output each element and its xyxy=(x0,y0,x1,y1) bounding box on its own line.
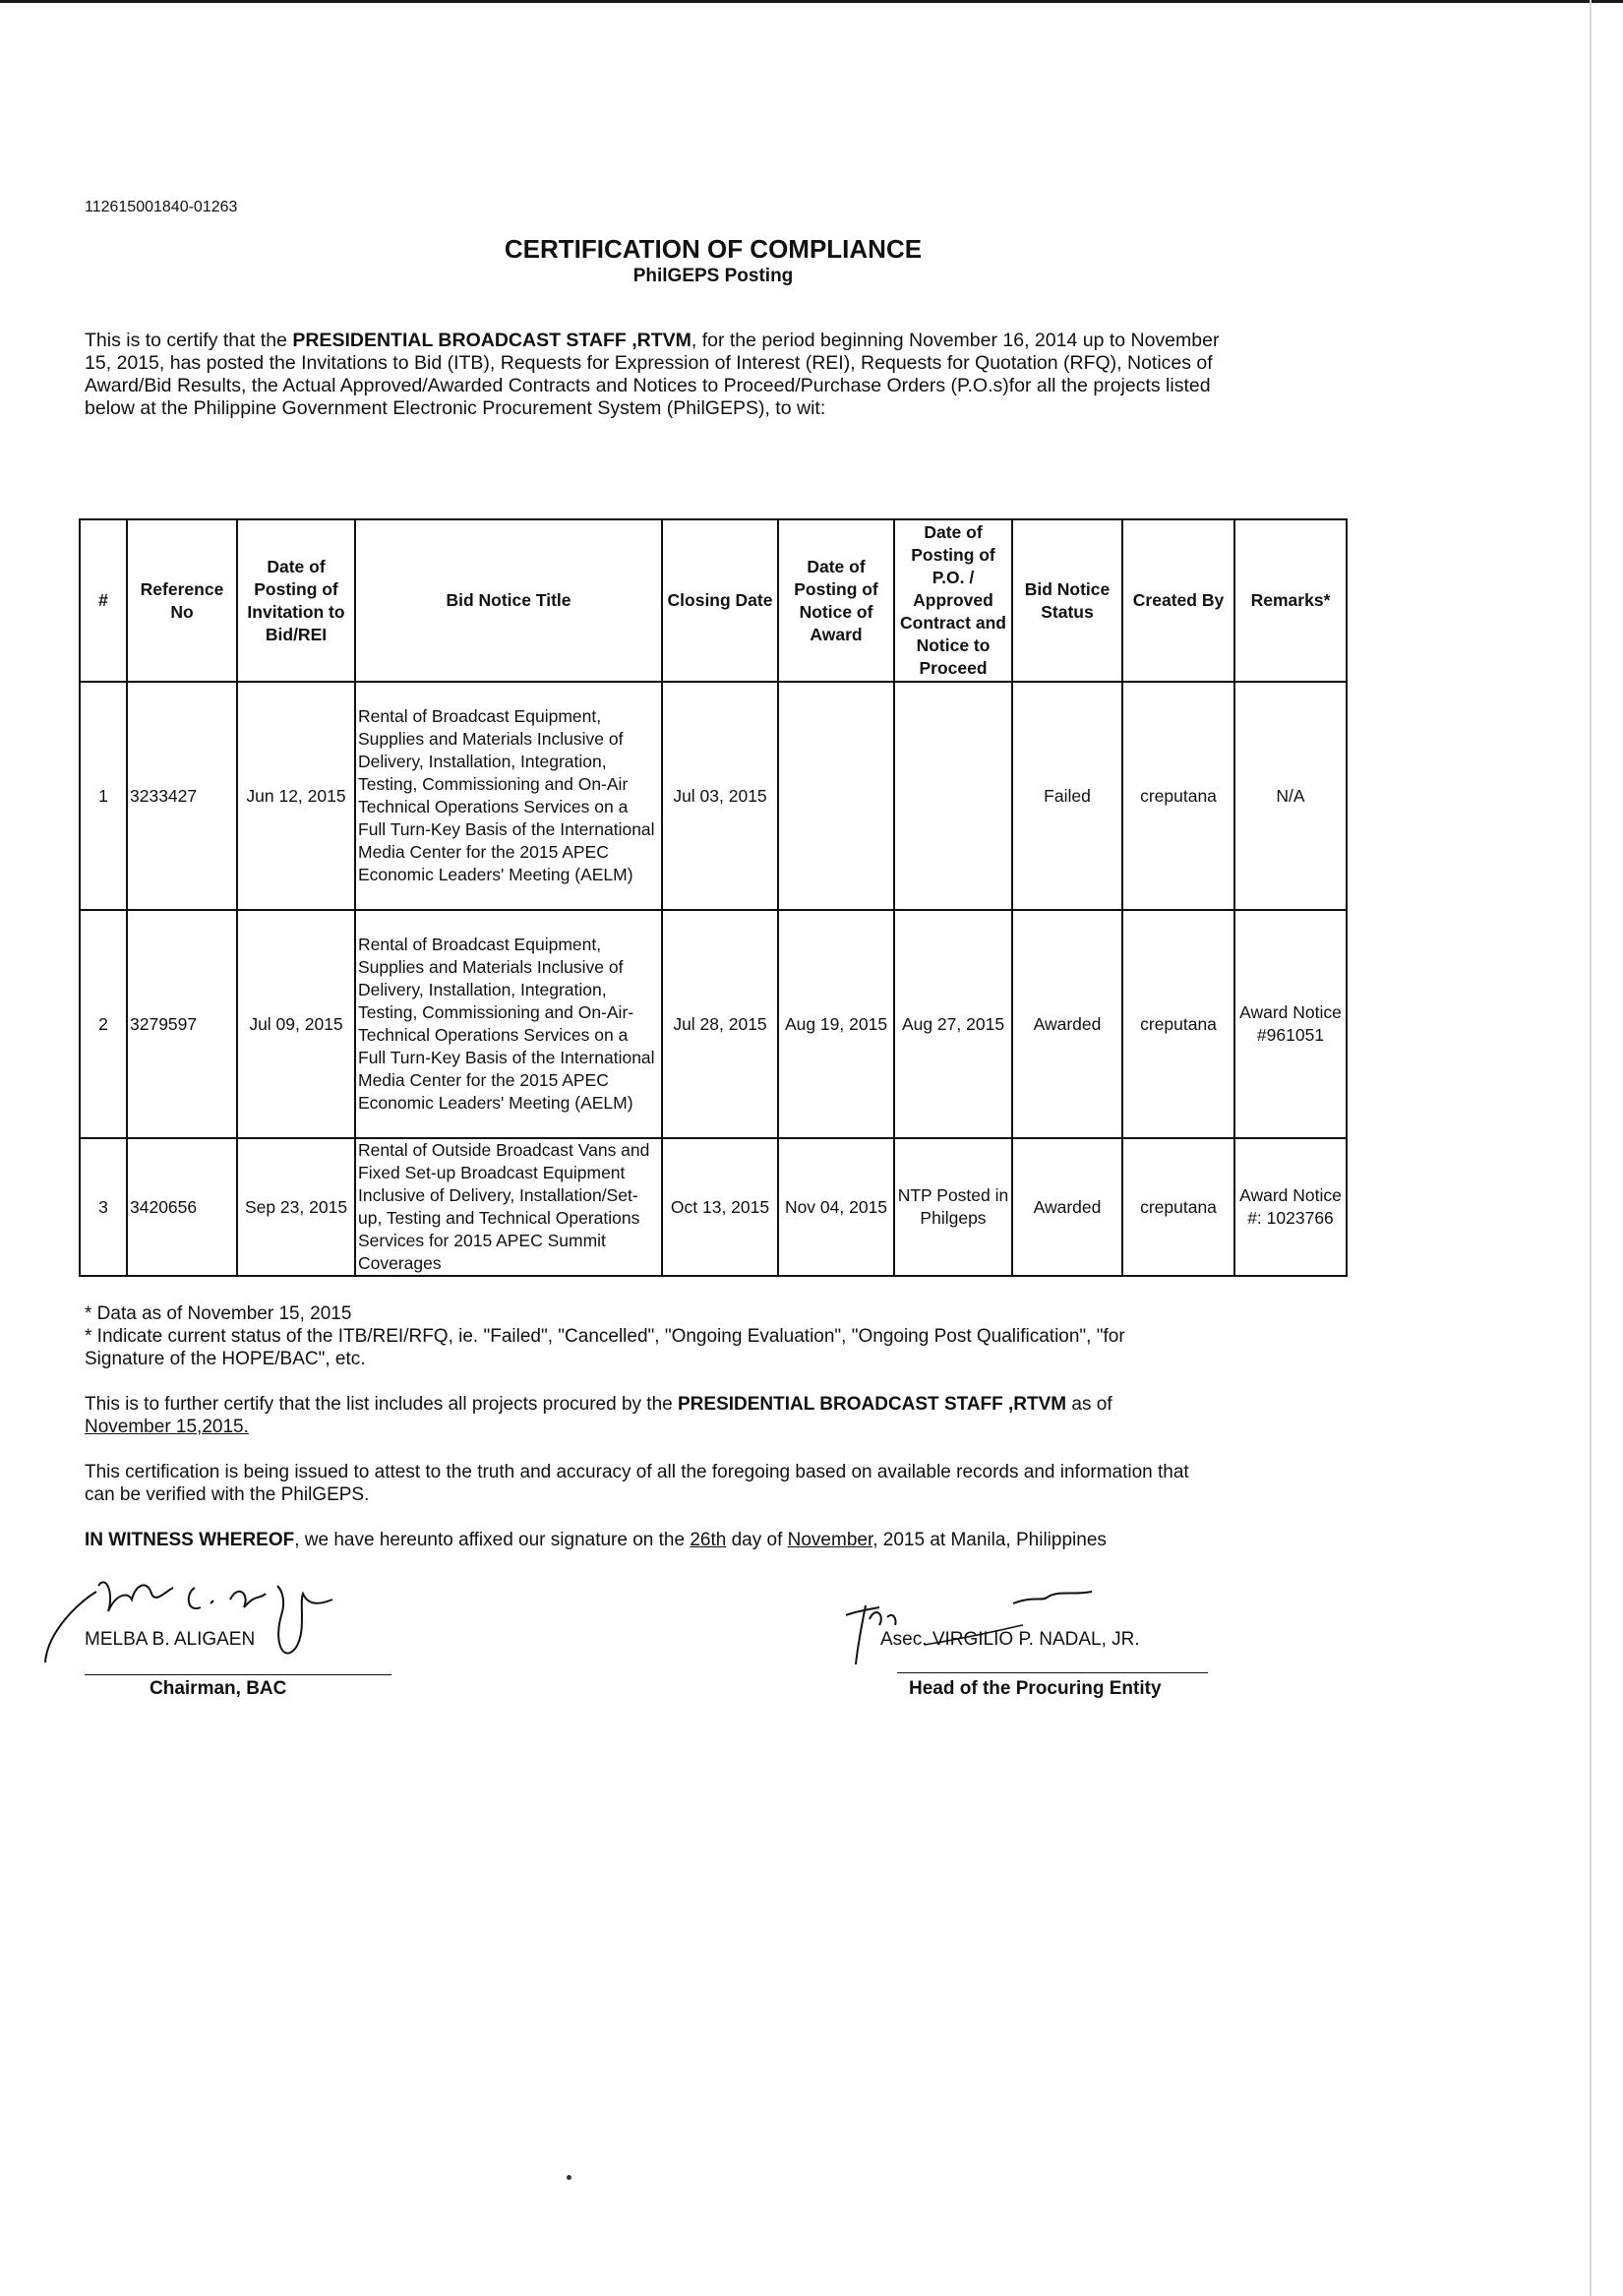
cell-status: Awarded xyxy=(1012,910,1122,1138)
cell-date-posting-po xyxy=(894,682,1012,910)
header-closing-date: Closing Date xyxy=(662,519,778,682)
scan-edge-top xyxy=(0,0,1623,3)
intro-paragraph xyxy=(85,330,1344,420)
cell-date-posting-award: Nov 04, 2015 xyxy=(778,1138,894,1276)
document-id: 112615001840-01263 xyxy=(85,199,238,215)
cell-reference-no: 3420656 xyxy=(127,1138,237,1276)
witness-paragraph xyxy=(85,1529,1353,1551)
cell-remarks: Award Notice #: 1023766 xyxy=(1234,1138,1347,1276)
header-date-posting-po: Date of Posting of P.O. / Approved Contract and Notice to Proceed xyxy=(894,519,1012,682)
witness-day: 26th xyxy=(690,1530,727,1550)
as-of-date: November 15,2015. xyxy=(85,1417,249,1437)
header-bid-notice-status: Bid Notice Status xyxy=(1012,519,1122,682)
further-certify-paragraph xyxy=(85,1393,1353,1438)
signature-line-left xyxy=(85,1674,391,1675)
scan-speck xyxy=(567,2175,571,2180)
intro-text: below at the Philippine Government Electronic Procurement System (PhilGEPS), to wit: xyxy=(85,397,826,419)
witness-month: November, xyxy=(787,1530,878,1550)
cell-date-posting-itb: Sep 23, 2015 xyxy=(237,1138,355,1276)
scan-edge-right xyxy=(1590,0,1592,2296)
signatory-left-role: Chairman, BAC xyxy=(150,1678,287,1699)
cell-created-by: creputana xyxy=(1122,682,1234,910)
cell-remarks: Award Notice #961051 xyxy=(1234,910,1347,1138)
note-text: Signature of the HOPE/BAC", etc. xyxy=(85,1349,366,1369)
notes-section xyxy=(85,1302,1353,1551)
document-subtitle: PhilGEPS Posting xyxy=(632,266,794,286)
intro-text: , for the period beginning November 16, 2014 up to November xyxy=(691,330,1220,351)
header-remarks: Remarks* xyxy=(1234,519,1347,682)
note-indicate-status xyxy=(85,1325,1353,1370)
cell-created-by: creputana xyxy=(1122,1138,1234,1276)
cell-date-posting-award xyxy=(778,682,894,910)
header-date-posting-award: Date of Posting of Notice of Award xyxy=(778,519,894,682)
paragraph-text: , we have hereunto affixed our signature on the xyxy=(294,1530,691,1550)
attest-paragraph xyxy=(85,1461,1353,1506)
cell-number: 1 xyxy=(80,682,127,910)
witness-heading: IN WITNESS WHEREOF xyxy=(85,1530,295,1550)
paragraph-text: day of xyxy=(726,1530,788,1550)
header-created-by: Created By xyxy=(1122,519,1234,682)
header-date-posting-itb: Date of Posting of Invitation to Bid/REI xyxy=(237,519,355,682)
signatory-left-name: MELBA B. ALIGAEN xyxy=(85,1629,256,1650)
intro-text: This is to certify that the xyxy=(85,330,293,351)
cell-created-by: creputana xyxy=(1122,910,1234,1138)
agency-name: PRESIDENTIAL BROADCAST STAFF ,RTVM xyxy=(678,1394,1067,1415)
intro-text: Award/Bid Results, the Actual Approved/Awarded Contracts and Notices to Proceed/Purchase Orders (P.O.s)for all the projects listed xyxy=(85,375,1211,396)
cell-date-posting-itb: Jun 12, 2015 xyxy=(237,682,355,910)
cell-number: 2 xyxy=(80,910,127,1138)
cell-reference-no: 3279597 xyxy=(127,910,237,1138)
signatory-right-role: Head of the Procuring Entity xyxy=(909,1678,1162,1699)
projects-table xyxy=(79,518,1348,1277)
cell-status: Failed xyxy=(1012,682,1122,910)
cell-date-posting-po: NTP Posted in Philgeps xyxy=(894,1138,1012,1276)
note-data-as-of: * Data as of November 15, 2015 xyxy=(85,1303,352,1324)
cell-closing-date: Jul 03, 2015 xyxy=(662,682,778,910)
signatory-right-name xyxy=(880,1629,1140,1651)
note-text: * Indicate current status of the ITB/REI/RFQ, ie. "Failed", "Cancelled", "Ongoing Evaluation", "Ongoing Post Qualification", "for xyxy=(85,1326,1125,1347)
paragraph-text: 2015 at Manila, Philippines xyxy=(877,1530,1107,1550)
cell-remarks: N/A xyxy=(1234,682,1347,910)
signature-line-right xyxy=(897,1672,1208,1673)
intro-text: 15, 2015, has posted the Invitations to Bid (ITB), Requests for Expression of Interest (REI), Requests for Quotation (RFQ), Notices of xyxy=(85,352,1213,374)
document-title: CERTIFICATION OF COMPLIANCE xyxy=(504,234,923,264)
header-number: # xyxy=(80,519,127,682)
cell-number: 3 xyxy=(80,1138,127,1276)
paragraph-text: can be verified with the PhilGEPS. xyxy=(85,1484,370,1505)
cell-status: Awarded xyxy=(1012,1138,1122,1276)
cell-reference-no: 3233427 xyxy=(127,682,237,910)
table-row xyxy=(80,1138,1347,1276)
cell-date-posting-po: Aug 27, 2015 xyxy=(894,910,1012,1138)
cell-date-posting-itb: Jul 09, 2015 xyxy=(237,910,355,1138)
cell-bid-notice-title: Rental of Broadcast Equipment, Supplies and Materials Inclusive of Delivery, Installation, Integration, Testing, Commissioning and On-Air-Technical Operations Services on a Full Turn-Key Basis of the International Media Center for the 2015 APEC Economic Leaders' Meeting (AELM) xyxy=(355,910,662,1138)
paragraph-text: This certification is being issued to attest to the truth and accuracy of all the foregoing based on available records and information that xyxy=(85,1462,1189,1482)
cell-date-posting-award: Aug 19, 2015 xyxy=(778,910,894,1138)
header-bid-notice-title: Bid Notice Title xyxy=(355,519,662,682)
table-row xyxy=(80,682,1347,910)
cell-closing-date: Jul 28, 2015 xyxy=(662,910,778,1138)
agency-name: PRESIDENTIAL BROADCAST STAFF ,RTVM xyxy=(292,330,691,351)
signatory-right-prefix: Asec. xyxy=(880,1629,928,1650)
signatory-right-full-name: VIRGILIO P. NADAL, JR. xyxy=(932,1629,1140,1650)
table-header-row xyxy=(80,519,1347,682)
cell-closing-date: Oct 13, 2015 xyxy=(662,1138,778,1276)
table-row xyxy=(80,910,1347,1138)
paragraph-text: This is to further certify that the list includes all projects procured by the xyxy=(85,1394,678,1415)
paragraph-text: as of xyxy=(1066,1394,1112,1415)
cell-bid-notice-title: Rental of Outside Broadcast Vans and Fixed Set-up Broadcast Equipment Inclusive of Delivery, Installation/Set-up, Testing and Technical Operations Services for 2015 APEC Summit Coverages xyxy=(355,1138,662,1276)
cell-bid-notice-title: Rental of Broadcast Equipment, Supplies and Materials Inclusive of Delivery, Installation, Integration, Testing, Commissioning and On-Air Technical Operations Services on a Full Turn-Key Basis of the International Media Center for the 2015 APEC Economic Leaders' Meeting (AELM) xyxy=(355,682,662,910)
header-reference-no: Reference No xyxy=(127,519,237,682)
signature-melba-aligaen xyxy=(37,1564,391,1682)
